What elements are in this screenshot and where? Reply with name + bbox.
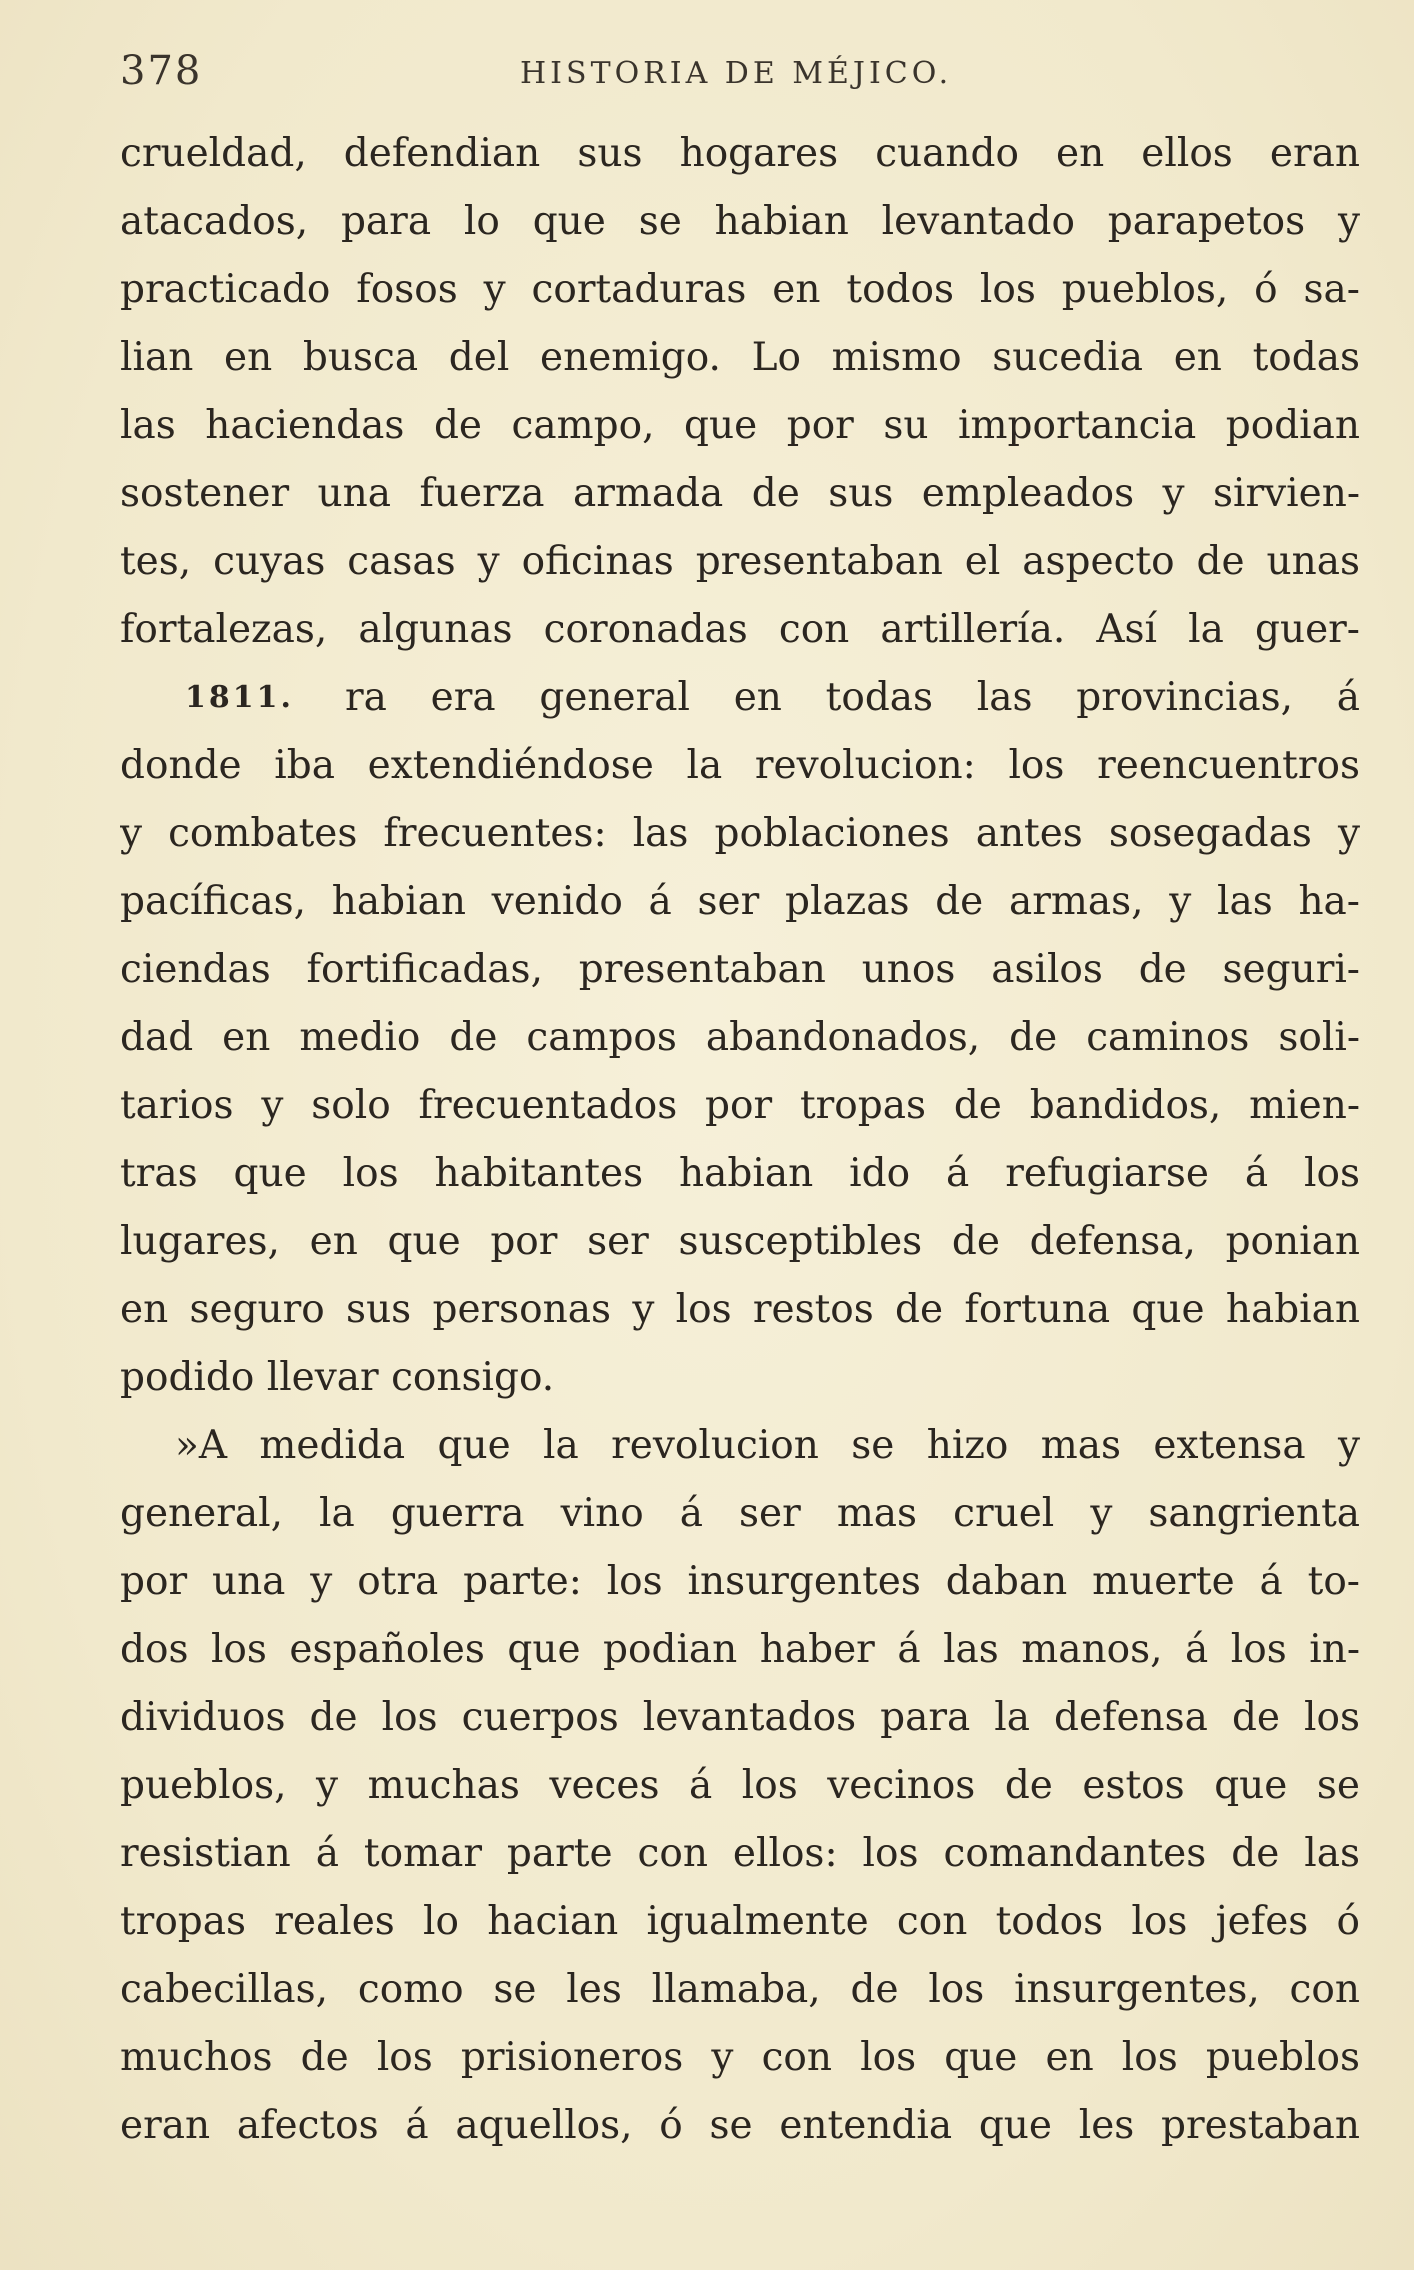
text-line: en seguro sus personas y los restos de fortuna que habian [120, 1287, 1360, 1332]
text-line: tropas reales lo hacian igualmente con todos los jefes ó [120, 1899, 1360, 1944]
text-line: cabecillas, como se les llamaba, de los insurgentes, con [120, 1967, 1360, 2012]
text-line: resistian á tomar parte con ellos: los comandantes de las [120, 1831, 1360, 1876]
text-line: las haciendas de campo, que por su importancia podian [120, 403, 1360, 448]
text-line: pacíficas, habian venido á ser plazas de armas, y las ha- [120, 879, 1360, 924]
text-line: tes, cuyas casas y oficinas presentaban el aspecto de unas [120, 539, 1360, 584]
text-line: tarios y solo frecuentados por tropas de bandidos, mien- [120, 1083, 1360, 1128]
text-line: muchos de los prisioneros y con los que en los pueblos [120, 2035, 1360, 2080]
text-line: dividuos de los cuerpos levantados para la defensa de los [120, 1695, 1360, 1740]
text-line: dad en medio de campos abandonados, de caminos soli- [120, 1015, 1360, 1060]
text-line: practicado fosos y cortaduras en todos los pueblos, ó sa- [120, 267, 1360, 312]
page-header [120, 48, 1360, 98]
paragraph-end-line: podido llevar consigo. [120, 1355, 555, 1400]
text-line: fortalezas, algunas coronadas con artillería. Así la guer- [120, 607, 1360, 652]
text-line: donde iba extendiéndose la revolucion: los reencuentros [120, 743, 1360, 788]
text-line: atacados, para lo que se habian levantado parapetos y [120, 199, 1360, 244]
text-line: eran afectos á aquellos, ó se entendia que les prestaban [120, 2103, 1360, 2148]
text-line: ra era general en todas las provincias, á [345, 675, 1360, 720]
text-line: general, la guerra vino á ser mas cruel y sangrienta [120, 1491, 1360, 1536]
text-line: pueblos, y muchas veces á los vecinos de estos que se [120, 1763, 1360, 1808]
margin-year-note: 1811. [185, 680, 294, 715]
text-line: tras que los habitantes habian ido á refugiarse á los [120, 1151, 1360, 1196]
text-line: lugares, en que por ser susceptibles de defensa, ponian [120, 1219, 1360, 1264]
paragraph-start-line: »A medida que la revolucion se hizo mas extensa y [175, 1423, 1360, 1468]
text-line: dos los españoles que podian haber á las manos, á los in- [120, 1627, 1360, 1672]
page-number: 378 [120, 48, 203, 94]
text-line: ciendas fortificadas, presentaban unos asilos de seguri- [120, 947, 1360, 992]
body-text [120, 120, 1360, 2160]
text-line: y combates frecuentes: las poblaciones antes sosegadas y [120, 811, 1360, 856]
text-line: sostener una fuerza armada de sus empleados y sirvien- [120, 471, 1360, 516]
text-line: lian en busca del enemigo. Lo mismo sucedia en todas [120, 335, 1360, 380]
text-line: crueldad, defendian sus hogares cuando en ellos eran [120, 131, 1360, 176]
running-title: HISTORIA DE MÉJICO. [520, 56, 953, 91]
text-line: por una y otra parte: los insurgentes daban muerte á to- [120, 1559, 1360, 1604]
text-line-with-margin-note [120, 664, 1360, 732]
